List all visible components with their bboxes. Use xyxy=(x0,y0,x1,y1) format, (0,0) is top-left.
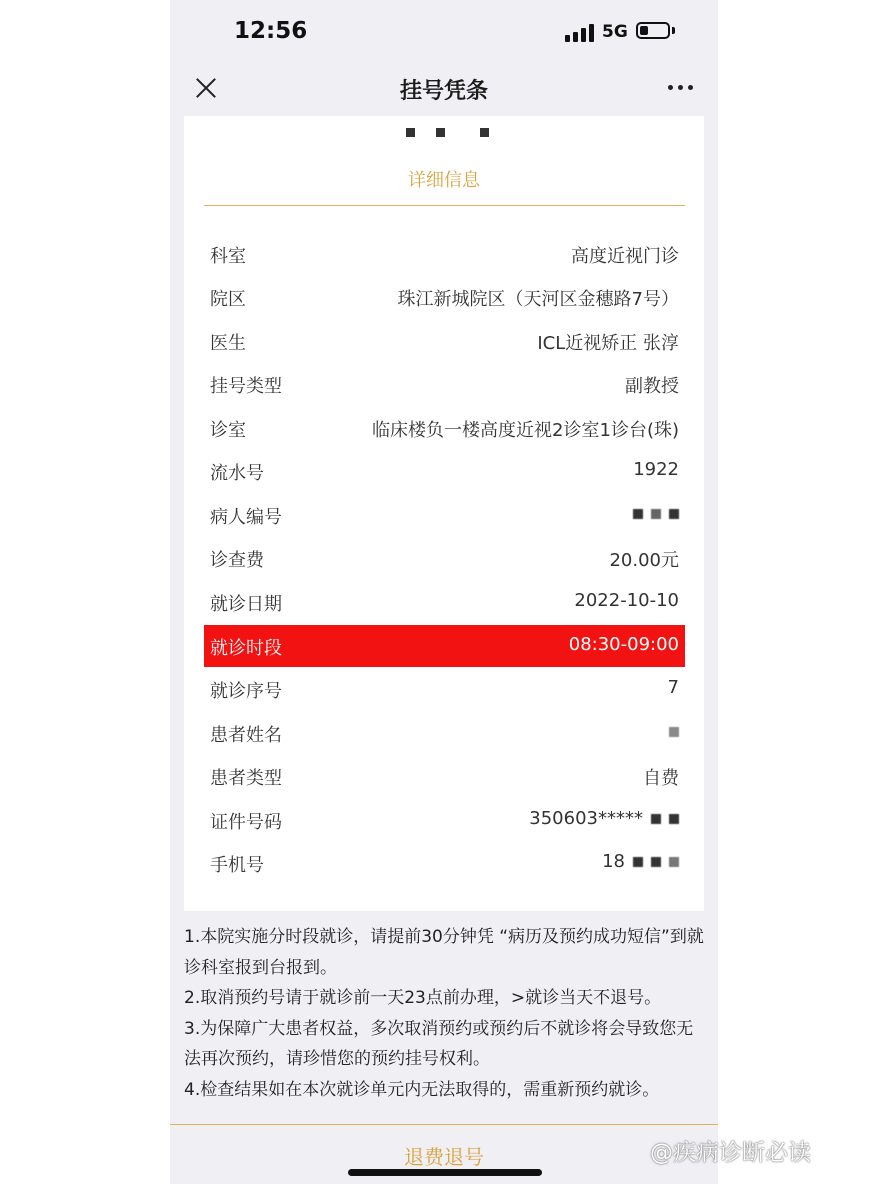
page-title: 挂号凭条 xyxy=(399,79,488,104)
row-value xyxy=(661,721,679,742)
row-value: 2022-10-10 xyxy=(574,590,679,611)
notice-text xyxy=(184,922,708,1105)
phone-screen xyxy=(170,0,718,1184)
row-value xyxy=(529,808,679,829)
more-icon[interactable] xyxy=(668,85,694,91)
receipt-card xyxy=(184,116,704,911)
row-value: 高度近视门诊 xyxy=(571,246,679,267)
row-consultation-fee xyxy=(204,537,685,579)
home-indicator xyxy=(348,1169,542,1176)
row-serial-number xyxy=(204,450,685,492)
row-registration-type xyxy=(204,363,685,405)
row-clinic-room xyxy=(204,407,685,449)
row-value: 自费 xyxy=(643,768,679,789)
row-label: 诊室 xyxy=(210,420,246,441)
id-number-text: 350603***** xyxy=(529,808,643,829)
row-label: 医生 xyxy=(210,333,246,354)
row-visit-date xyxy=(204,581,685,623)
phone-text: 18 xyxy=(602,851,625,872)
row-label: 就诊日期 xyxy=(210,594,282,615)
row-visit-timeslot xyxy=(204,625,685,667)
row-value: 副教授 xyxy=(625,376,679,397)
row-value: 珠江新城院区（天河区金穗路7号） xyxy=(397,289,679,310)
battery-tip xyxy=(672,27,675,34)
row-patient-type xyxy=(204,755,685,797)
notice-item: 4.检查结果如在本次就诊单元内无法取得的，需重新预约就诊。 xyxy=(184,1079,660,1100)
row-value xyxy=(602,851,679,872)
signal-icon xyxy=(565,24,595,42)
notice-item: 1.本院实施分时段就诊，请提前30分钟凭 “病历及预约成功短信”到就诊科室报到台报到。 xyxy=(184,927,704,978)
masked-header xyxy=(392,124,512,142)
row-value: 临床楼负一楼高度近视2诊室1诊台(珠) xyxy=(372,420,679,441)
row-label: 就诊序号 xyxy=(210,681,282,702)
row-visit-sequence xyxy=(204,668,685,710)
row-value: ICL近视矫正 张淳 xyxy=(537,333,679,354)
section-title: 详细信息 xyxy=(408,170,480,191)
battery-icon xyxy=(636,22,670,39)
row-phone xyxy=(204,842,685,884)
row-id-number xyxy=(204,799,685,841)
section-divider xyxy=(204,205,685,206)
nav-bar xyxy=(170,62,718,114)
row-label: 患者类型 xyxy=(210,768,282,789)
bottom-action-bar xyxy=(170,1124,718,1184)
watermark: @疾病诊断必读 xyxy=(650,1140,811,1166)
row-label: 挂号类型 xyxy=(210,376,282,397)
refund-cancel-button[interactable]: 退费退号 xyxy=(404,1145,484,1169)
row-label: 院区 xyxy=(210,289,246,310)
row-value: 20.00元 xyxy=(609,550,679,571)
row-label: 流水号 xyxy=(210,463,264,484)
status-bar xyxy=(170,0,718,62)
row-label: 证件号码 xyxy=(210,812,282,833)
notice-item: 2.取消预约号请于就诊前一天23点前办理，>就诊当天不退号。 xyxy=(184,988,662,1008)
row-label: 病人编号 xyxy=(210,507,282,528)
network-label: 5G xyxy=(602,22,628,42)
row-department xyxy=(204,233,685,275)
row-value: 1922 xyxy=(633,459,679,480)
row-patient-id xyxy=(204,494,685,536)
notice-item: 3.为保障广大患者权益，多次取消预约或预约后不就诊将会导致您无法再次预约，请珍惜您的预约挂号权利。 xyxy=(184,1018,694,1069)
row-patient-name xyxy=(204,712,685,754)
row-value xyxy=(625,503,679,524)
row-label: 诊查费 xyxy=(210,550,264,571)
row-label: 科室 xyxy=(210,246,246,267)
row-value: 7 xyxy=(667,677,679,698)
status-time: 12:56 xyxy=(234,18,308,44)
row-label: 就诊时段 xyxy=(210,638,282,659)
row-label: 手机号 xyxy=(210,855,264,876)
row-doctor xyxy=(204,320,685,362)
row-label: 患者姓名 xyxy=(210,725,282,746)
row-value: 08:30-09:00 xyxy=(568,634,679,655)
row-campus xyxy=(204,276,685,318)
